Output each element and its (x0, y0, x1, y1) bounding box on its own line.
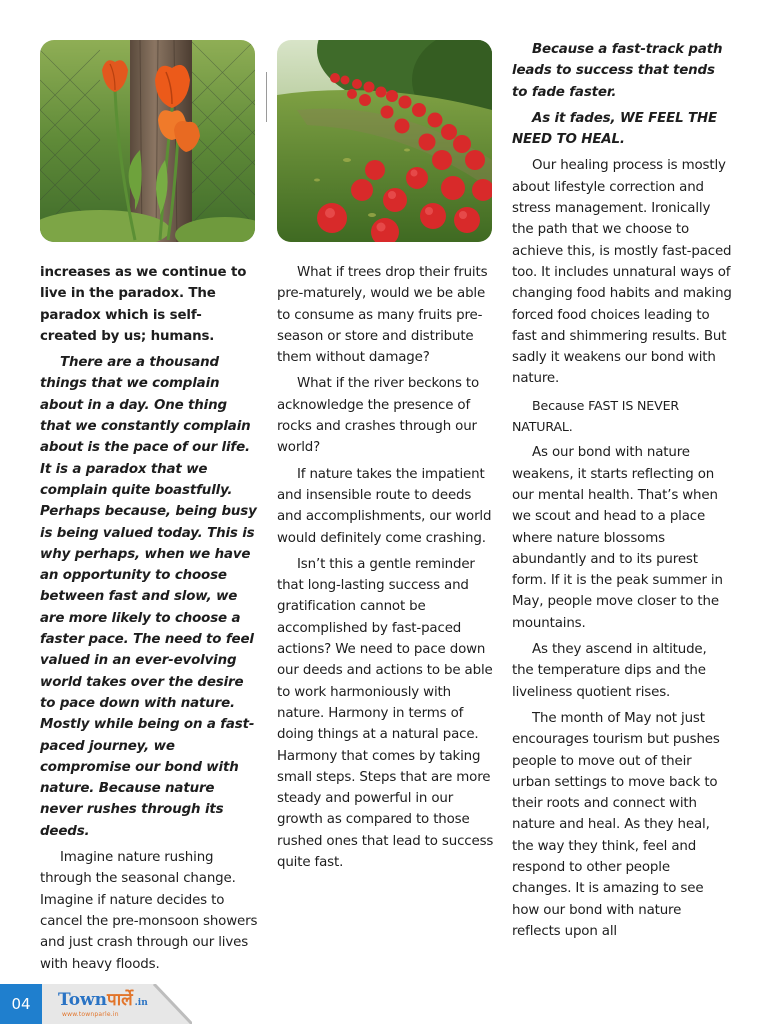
paragraph: Our healing process is mostly about lifestyle correction and stress management. Ironically the path that we choose to achieve this, is mostly fast-paced too. It includes unnatural ways of changing food habits and making forced food choices leading to fast and shimmering results. But sadly it weakens our bond with nature. (512, 158, 732, 387)
text-column-3 (512, 39, 732, 947)
paragraph: What if the river beckons to acknowledge the presence of rocks and crashes through our world? (277, 376, 480, 456)
logo-tld-text: .in (134, 998, 148, 1008)
tulip-tree-photo (40, 40, 255, 242)
paragraph: The month of May not just encourages tourism but pushes people to move out of their urban settings to move back to their roots and connect with nature and heal. As they heal, the way they think, feel and respond to other people changes. It is amazing to see how our bond with nature reflects upon all (512, 710, 720, 939)
paragraph-emphasis: Because a fast-track path leads to success that tends to fade faster. (512, 42, 723, 100)
paragraph: increases as we continue to live in the paradox. The paradox which is self-created by us; humans. (40, 265, 247, 344)
townparle-logo[interactable] (58, 990, 148, 1013)
paragraph-emphasis: As it fades, WE FEEL THE NEED TO HEAL. (512, 110, 718, 148)
paragraph: As they ascend in altitude, the temperature dips and the liveliness quotient rises. (512, 642, 707, 700)
paragraph: As our bond with nature weakens, it starts reflecting on our mental health. That’s when we scout and head to a place where nature blossoms abundantly and to its purest form. If it is the peak summer in May, people move closer to the mountains. (512, 445, 723, 631)
column-divider (266, 72, 267, 122)
paragraph-emphasis: There are a thousand things that we complain about in a day. One thing that we constantly complain about is the pace of our life. It is a paradox that we complain quite boastfully. Perhaps because, being busy is being valued today. This is why perhaps, when we have an opportunity to choose between fast and slow, we are more likely to choose a faster pace. The need to feel valued in an ever-evolving world takes over the desire to pace down with nature. Mostly while being on a fast-paced journey, we compromise our bond with nature. Because nature never rushes through its deeds. (40, 355, 257, 839)
text-column-2 (277, 262, 495, 878)
logo-url: www.townparle.in (62, 1011, 119, 1018)
paragraph: If nature takes the impatient and insensible route to deeds and accomplishments, our world would definitely come crashing. (277, 466, 492, 546)
paragraph: Isn’t this a gentle reminder that long-lasting success and gratification cannot be accomplished by fast-paced actions? We need to pace down our deeds and actions to be able to work harmoniously with nature. Harmony in terms of doing things at a natural pace. Harmony that comes by taking small steps. Steps that are more steady and powerful in our growth as compared to those rushed ones that lead to success quite fast. (277, 556, 494, 871)
page-number: 04 (0, 984, 42, 1024)
fallen-apples-photo (277, 40, 492, 242)
logo-town-text: Town (58, 990, 108, 1010)
paragraph: Imagine nature rushing through the seasonal change. Imagine if nature decides to cancel the pre-monsoon showers and just crash through our lives with heavy floods. (40, 850, 258, 972)
text-column-1 (40, 262, 258, 980)
paragraph: Because FAST IS NEVER NATURAL. (512, 397, 679, 435)
paragraph: What if trees drop their fruits pre-maturely, would we be able to consume as many fruits pre-season or store and distribute them without damage? (277, 265, 488, 366)
logo-hindi-text: पार्ले (107, 990, 133, 1010)
